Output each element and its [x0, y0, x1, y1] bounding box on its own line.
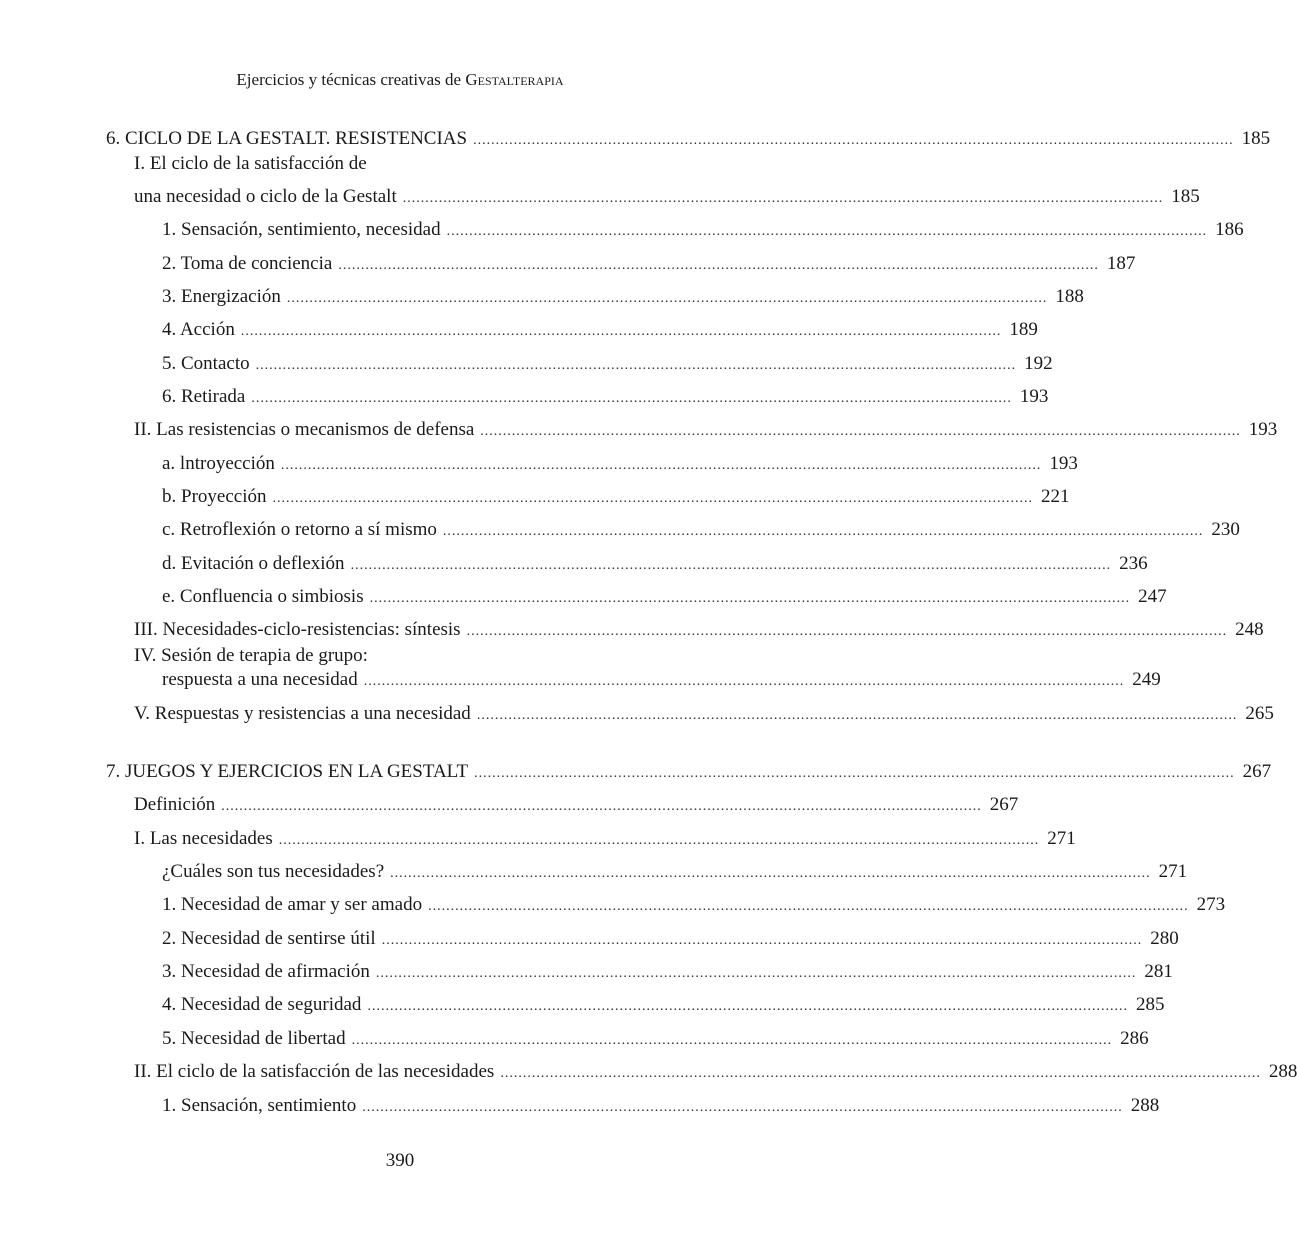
toc-entry-title: 6. Retirada: [162, 386, 246, 407]
toc-entry-title: 1. Necesidad de amar y ser amado: [162, 894, 423, 915]
toc-entry[interactable]: [0, 586, 1167, 614]
toc-entry-page: 236: [1119, 553, 1148, 574]
toc-entry-title: a. lntroyección: [162, 453, 275, 474]
dot-leader: .........................................................................................................................................................................: [381, 933, 1143, 948]
dot-leader: .........................................................................................................................................................................: [338, 258, 1099, 273]
running-head-text: Ejercicios y técnicas creativas de: [236, 70, 466, 89]
dot-leader: .........................................................................................................................................................................: [362, 1100, 1123, 1115]
toc-entry-title: IV. Sesión de terapia de grupo:: [134, 645, 368, 666]
toc-entry-title: 2. Necesidad de sentirse útil: [162, 928, 376, 949]
toc-entry[interactable]: [0, 961, 1173, 989]
toc-entry-title: c. Retroflexión o retorno a sí mismo: [162, 519, 437, 540]
toc-entry-title: 2. Toma de conciencia: [162, 253, 333, 274]
toc-entry-title: 5. Contacto: [162, 353, 250, 374]
toc-entry-title: 1. Sensación, sentimiento: [162, 1095, 357, 1116]
toc-entry[interactable]: [0, 186, 1200, 214]
toc-entry-page: 271: [1047, 828, 1076, 849]
toc-entry-title: III. Necesidades-ciclo-resistencias: síntesis: [134, 619, 461, 640]
toc-entry-title: II. El ciclo de la satisfacción de las necesidades: [134, 1061, 495, 1082]
dot-leader: .........................................................................................................................................................................: [367, 999, 1128, 1014]
dot-leader: .........................................................................................................................................................................: [390, 866, 1151, 881]
dot-leader: .........................................................................................................................................................................: [476, 708, 1238, 723]
toc-entry-title: 7. JUEGOS Y EJERCICIOS EN LA GESTALT: [106, 761, 469, 782]
toc-entry-title: II. Las resistencias o mecanismos de defensa: [134, 419, 475, 440]
dot-leader: .........................................................................................................................................................................: [351, 1033, 1113, 1048]
toc-entry[interactable]: [0, 861, 1188, 889]
toc-entry-title: 6. CICLO DE LA GESTALT. RESISTENCIAS: [106, 128, 468, 149]
toc-entry-page: 247: [1138, 586, 1167, 607]
toc-entry-page: 249: [1132, 669, 1161, 690]
toc-entry[interactable]: [0, 703, 1274, 731]
toc-entry[interactable]: [0, 453, 1078, 481]
toc-entry-page: 273: [1196, 894, 1226, 915]
toc-entry-title: una necesidad o ciclo de la Gestalt: [134, 186, 397, 207]
running-head: [0, 70, 800, 90]
dot-leader: .........................................................................................................................................................................: [402, 191, 1164, 206]
toc-entry[interactable]: [0, 353, 1053, 381]
toc-entry-page: 193: [1248, 419, 1278, 440]
dot-leader: .........................................................................................................................................................................: [473, 133, 1234, 148]
toc-entry-page: 267: [989, 794, 1019, 815]
toc-entry[interactable]: [0, 319, 1038, 347]
toc-entry-page: 188: [1055, 286, 1084, 307]
toc-entry-title: respuesta a una necesidad: [162, 669, 358, 690]
toc-entry-page: 286: [1120, 1028, 1149, 1049]
dot-leader: .........................................................................................................................................................................: [466, 624, 1228, 639]
toc-entry-title: I. Las necesidades: [134, 828, 273, 849]
toc-entry-title: Definición: [134, 794, 216, 815]
dot-leader: .........................................................................................................................................................................: [446, 224, 1208, 239]
dot-leader: .........................................................................................................................................................................: [500, 1066, 1261, 1081]
dot-leader: .........................................................................................................................................................................: [280, 458, 1042, 473]
toc-entry-page: 267: [1242, 761, 1272, 782]
dot-leader: .........................................................................................................................................................................: [286, 291, 1048, 306]
toc-entry-title: 3. Energización: [162, 286, 281, 307]
dot-leader: .........................................................................................................................................................................: [251, 391, 1012, 406]
toc-entry[interactable]: [0, 386, 1049, 414]
toc-entry[interactable]: [0, 219, 1244, 247]
dot-leader: .........................................................................................................................................................................: [350, 558, 1112, 573]
dot-leader: .........................................................................................................................................................................: [221, 799, 982, 814]
dot-leader: .........................................................................................................................................................................: [474, 766, 1235, 781]
dot-leader: .........................................................................................................................................................................: [272, 491, 1033, 506]
toc-entry-title: I. El ciclo de la satisfacción de: [134, 153, 367, 174]
toc-entry-page: 285: [1135, 994, 1165, 1015]
toc-entry-title: 5. Necesidad de libertad: [162, 1028, 346, 1049]
toc-entry[interactable]: [0, 553, 1148, 581]
toc-entry-page: 185: [1171, 186, 1200, 207]
toc-entry[interactable]: [0, 928, 1179, 956]
toc-entry[interactable]: [0, 994, 1165, 1022]
toc-chapter-6[interactable]: [0, 128, 1271, 156]
toc-entry[interactable]: [0, 286, 1084, 314]
toc-entry-page: 248: [1235, 619, 1264, 640]
dot-leader: .........................................................................................................................................................................: [363, 674, 1125, 689]
toc-chapter-7[interactable]: [0, 761, 1272, 789]
running-head-smallcaps: Gestalterapia: [465, 70, 564, 89]
toc-entry[interactable]: [0, 828, 1076, 856]
dot-leader: .........................................................................................................................................................................: [278, 833, 1040, 848]
toc-entry[interactable]: [0, 1061, 1297, 1089]
toc-entry[interactable]: [0, 619, 1264, 647]
toc-entry-page: 193: [1019, 386, 1049, 407]
toc-entry-page: 271: [1158, 861, 1188, 882]
dot-leader: .........................................................................................................................................................................: [375, 966, 1137, 981]
toc-entry[interactable]: [0, 1028, 1149, 1056]
toc-entry[interactable]: [0, 794, 1019, 822]
toc-entry-title: d. Evitación o deflexión: [162, 553, 345, 574]
toc-entry-title: 4. Necesidad de seguridad: [162, 994, 362, 1015]
dot-leader: .........................................................................................................................................................................: [240, 324, 1002, 339]
toc-entry-page: 189: [1009, 319, 1038, 340]
dot-leader: .........................................................................................................................................................................: [480, 424, 1241, 439]
toc-entry-page: 230: [1211, 519, 1240, 540]
toc-entry[interactable]: [0, 894, 1226, 922]
toc-entry-page: 187: [1106, 253, 1136, 274]
toc-entry-page: 288: [1268, 1061, 1297, 1082]
toc-entry-page: 280: [1150, 928, 1179, 949]
toc-entry-page: 265: [1245, 703, 1274, 724]
toc-entry-title: 3. Necesidad de afirmación: [162, 961, 370, 982]
toc-entry-title: 4. Acción: [162, 319, 235, 340]
toc-entry[interactable]: [0, 419, 1278, 447]
page-number: 390: [385, 1150, 415, 1171]
toc-entry-title: V. Respuestas y resistencias a una necesidad: [134, 703, 471, 724]
toc-entry[interactable]: [0, 1095, 1160, 1123]
toc-entry[interactable]: [0, 669, 1161, 697]
toc-entry-title: 1. Sensación, sentimiento, necesidad: [162, 219, 441, 240]
toc-entry-page: 185: [1241, 128, 1271, 149]
toc-entry[interactable]: [0, 486, 1070, 514]
toc-entry-title: e. Confluencia o simbiosis: [162, 586, 364, 607]
dot-leader: .........................................................................................................................................................................: [442, 524, 1204, 539]
toc-entry-page: 193: [1049, 453, 1078, 474]
dot-leader: .........................................................................................................................................................................: [369, 591, 1131, 606]
toc-entry-page: 221: [1040, 486, 1070, 507]
toc-entry[interactable]: [0, 253, 1136, 281]
toc-entry-title: b. Proyección: [162, 486, 267, 507]
toc-entry-page: 192: [1024, 353, 1053, 374]
dot-leader: .........................................................................................................................................................................: [255, 358, 1017, 373]
toc-entry-title: ¿Cuáles son tus necesidades?: [162, 861, 385, 882]
toc-entry-page: 186: [1215, 219, 1244, 240]
toc-entry[interactable]: [0, 519, 1240, 547]
toc-entry-page: 288: [1130, 1095, 1160, 1116]
dot-leader: .........................................................................................................................................................................: [428, 899, 1189, 914]
toc-entry-page: 281: [1144, 961, 1173, 982]
